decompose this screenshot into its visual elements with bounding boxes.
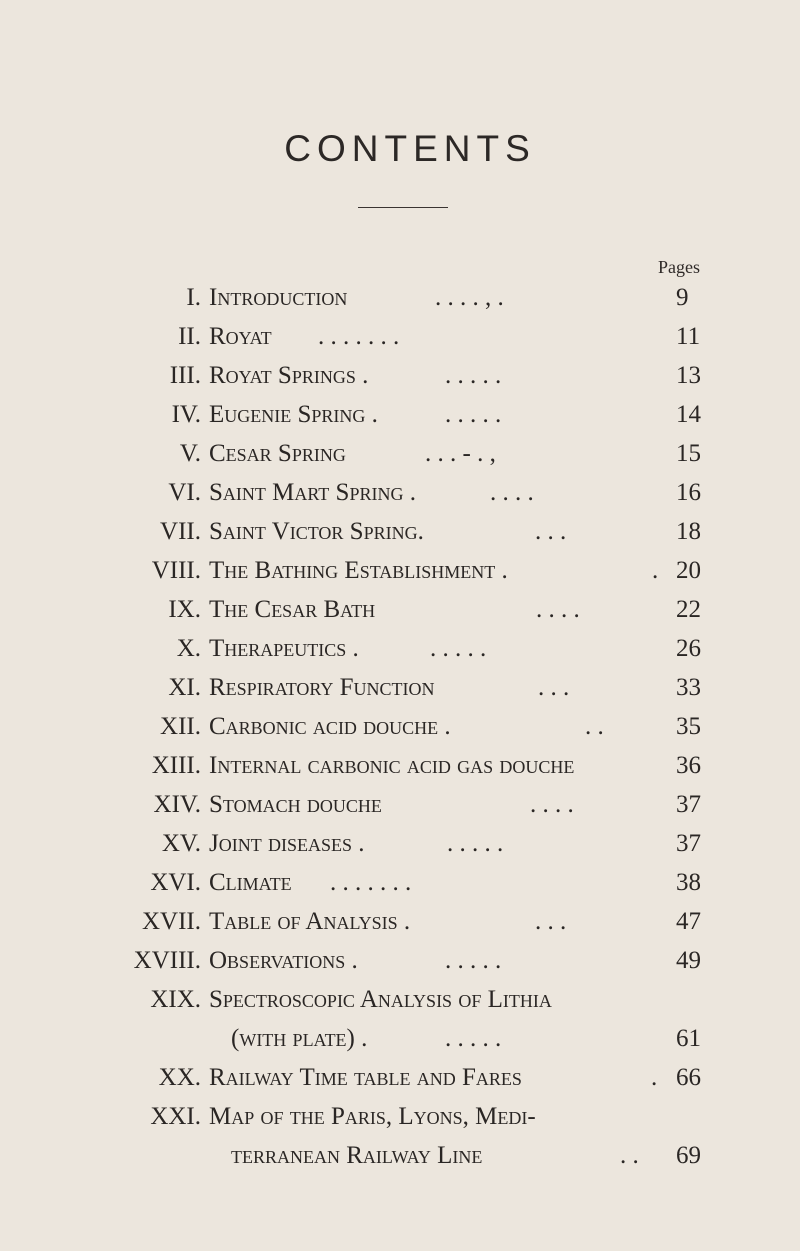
entry-title: Respiratory Function	[209, 674, 435, 701]
entry-title: Stomach douche	[209, 791, 382, 818]
entry-number: III.	[169, 362, 201, 389]
entry-page: 37	[676, 791, 701, 818]
page-title: CONTENTS	[284, 128, 536, 169]
toc-entry-continuation[interactable]	[0, 1142, 800, 1182]
pages-column-heading: Pages	[658, 257, 700, 277]
toc-entry[interactable]	[0, 947, 800, 987]
entry-page: 69	[676, 1142, 701, 1169]
entry-title: Climate	[209, 869, 292, 896]
toc-entry[interactable]	[0, 401, 800, 441]
entry-number: XX.	[158, 1064, 201, 1091]
toc-entry[interactable]	[0, 323, 800, 363]
entry-title: The Bathing Establishment .	[209, 557, 508, 584]
toc-entry[interactable]	[0, 362, 800, 402]
leader-dots: . . . .	[490, 479, 534, 506]
leader-dots: .	[652, 557, 659, 584]
entry-title: Saint Victor Spring.	[209, 518, 424, 545]
toc-entry[interactable]	[0, 479, 800, 519]
leader-dots: . . .	[535, 518, 567, 545]
entry-number: XIV.	[153, 791, 201, 818]
entry-page: 33	[676, 674, 701, 701]
entry-title: Map of the Paris, Lyons, Medi-	[209, 1103, 536, 1130]
entry-title: Spectroscopic Analysis of Lithia	[209, 986, 552, 1013]
leader-dots: . . . - . ,	[425, 440, 496, 467]
entry-page: 26	[676, 635, 701, 662]
entry-number: XVI.	[150, 869, 201, 896]
leader-dots: . . . . . . .	[318, 323, 400, 350]
leader-dots: . . . .	[530, 791, 574, 818]
entry-number: IV.	[171, 401, 201, 428]
toc-entry[interactable]	[0, 908, 800, 948]
entry-title: Therapeutics .	[209, 635, 359, 662]
entry-title: Royat Springs .	[209, 362, 369, 389]
toc-entry[interactable]	[0, 752, 800, 792]
entry-number: XV.	[161, 830, 201, 857]
entry-page: 61	[676, 1025, 701, 1052]
toc-entry-continuation[interactable]	[0, 1025, 800, 1065]
leader-dots: . . . . .	[430, 635, 487, 662]
leader-dots: . . .	[538, 674, 570, 701]
entry-number: XVII.	[141, 908, 201, 935]
entry-page: 13	[676, 362, 701, 389]
entry-title: Eugenie Spring .	[209, 401, 378, 428]
entry-title: Carbonic acid douche .	[209, 713, 451, 740]
leader-dots: . . . . .	[447, 830, 504, 857]
leader-dots: . .	[585, 713, 604, 740]
toc-entry[interactable]	[0, 674, 800, 714]
toc-entry[interactable]	[0, 713, 800, 753]
toc-entry[interactable]	[0, 1103, 800, 1143]
entry-title-continuation: terranean Railway Line	[231, 1142, 483, 1169]
toc-entry[interactable]	[0, 986, 800, 1026]
entry-title-continuation: (with plate) .	[231, 1025, 368, 1052]
entry-number: XII.	[160, 713, 201, 740]
entry-title: The Cesar Bath	[209, 596, 376, 623]
entry-title: Introduction	[209, 284, 348, 311]
toc-entry[interactable]	[0, 596, 800, 636]
leader-dots: . . . . .	[445, 947, 502, 974]
leader-dots: . . . . . . .	[330, 869, 412, 896]
entry-page: 18	[676, 518, 701, 545]
entry-page: 66	[676, 1064, 701, 1091]
entry-page: 37	[676, 830, 701, 857]
toc-entry[interactable]	[0, 557, 800, 597]
entry-page: 47	[676, 908, 701, 935]
entry-page: 11	[676, 323, 701, 350]
toc-entry[interactable]	[0, 635, 800, 675]
toc-entry[interactable]	[0, 440, 800, 480]
entry-title: Cesar Spring	[209, 440, 346, 467]
entry-page: 38	[676, 869, 701, 896]
leader-dots: . .	[620, 1142, 639, 1169]
entry-page: 49	[676, 947, 701, 974]
entry-number: II.	[178, 323, 201, 350]
leader-dots: . . .	[535, 908, 567, 935]
entry-page: 35	[676, 713, 701, 740]
entry-number: XIII.	[151, 752, 201, 779]
entry-title: Royat	[209, 323, 272, 350]
entry-page: 36	[676, 752, 701, 779]
entry-title: Saint Mart Spring .	[209, 479, 416, 506]
entry-number: XIX.	[150, 986, 201, 1013]
entry-page: 22	[676, 596, 701, 623]
entry-title: Joint diseases .	[209, 830, 365, 857]
leader-dots: . . . . , .	[435, 284, 504, 311]
entry-page: 16	[676, 479, 701, 506]
title-rule	[358, 207, 448, 208]
entry-page: 20	[676, 557, 701, 584]
entry-title: Railway Time table and Fares	[209, 1064, 522, 1091]
entry-number: XI.	[168, 674, 201, 701]
leader-dots: .	[651, 1064, 658, 1091]
entry-number: VII.	[160, 518, 201, 545]
entry-number: I.	[186, 284, 201, 311]
entry-number: VI.	[168, 479, 201, 506]
entry-number: XXI.	[150, 1103, 201, 1130]
toc-entry[interactable]	[0, 791, 800, 831]
leader-dots: . . . . .	[445, 362, 502, 389]
entry-page: 14	[676, 401, 701, 428]
leader-dots: . . . . .	[445, 401, 502, 428]
entry-page: 9	[676, 284, 689, 311]
entry-title: Observations .	[209, 947, 358, 974]
toc-entry[interactable]	[0, 518, 800, 558]
entry-number: X.	[176, 635, 201, 662]
leader-dots: . . . .	[536, 596, 580, 623]
entry-number: XVIII.	[133, 947, 201, 974]
entry-title: Internal carbonic acid gas douche	[209, 752, 575, 779]
toc-entry[interactable]	[0, 284, 800, 324]
entry-number: VIII.	[151, 557, 201, 584]
entry-number: IX.	[168, 596, 201, 623]
entry-page: 15	[676, 440, 701, 467]
entry-title: Table of Analysis .	[209, 908, 411, 935]
toc-entry[interactable]	[0, 869, 800, 909]
toc-entry[interactable]	[0, 1064, 800, 1104]
toc-entry[interactable]	[0, 830, 800, 870]
entry-number: V.	[179, 440, 201, 467]
leader-dots: . . . . .	[445, 1025, 502, 1052]
